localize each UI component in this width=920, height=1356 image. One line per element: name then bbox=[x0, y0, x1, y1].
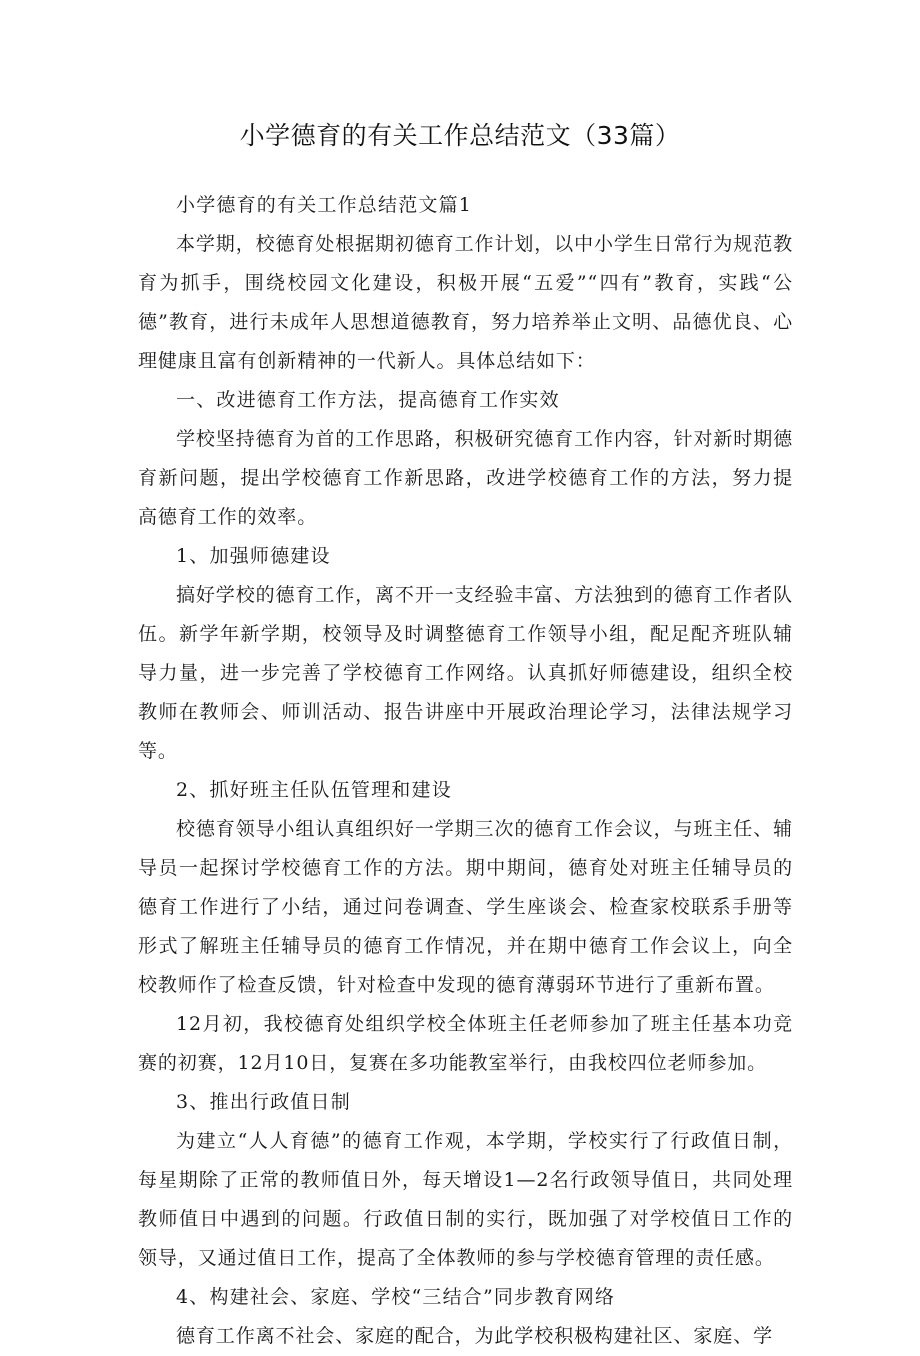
body-paragraph: 学校坚持德育为首的工作思路，积极研究德育工作内容，针对新时期德育新问题，提出学校德育工作新思路，改进学校德育工作的方法，努力提高德育工作的效率。 bbox=[138, 428, 793, 528]
document-body bbox=[138, 186, 793, 1356]
section-heading: 1、加强师德建设 bbox=[176, 545, 331, 567]
section-heading: 4、构建社会、家庭、学校“三结合”同步教育网络 bbox=[176, 1286, 616, 1308]
section-heading: 3、推出行政值日制 bbox=[176, 1091, 351, 1113]
body-paragraph: 校德育领导小组认真组织好一学期三次的德育工作会议，与班主任、辅导员一起探讨学校德育工作的方法。期中期间，德育处对班主任辅导员的德育工作进行了小结，通过问卷调查、学生座谈会、检查家校联系手册等形式了解班主任辅导员的德育工作情况，并在期中德育工作会议上，向全校教师作了检查反馈，针对检查中发现的德育薄弱环节进行了重新布置。 bbox=[138, 818, 793, 996]
document-title: 小学德育的有关工作总结范文（33篇） bbox=[239, 121, 681, 150]
section-heading: 小学德育的有关工作总结范文篇1 bbox=[176, 194, 473, 216]
section-heading: 2、抓好班主任队伍管理和建设 bbox=[176, 779, 452, 801]
section-heading: 一、改进德育工作方法，提高德育工作实效 bbox=[176, 389, 560, 411]
body-paragraph: 德育工作离不社会、家庭的配合，为此学校积极构建社区、家庭、学 bbox=[176, 1325, 774, 1347]
body-paragraph: 本学期，校德育处根据期初德育工作计划，以中小学生日常行为规范教育为抓手，围绕校园文化建设，积极开展“五爱”“四有”教育，实践“公德”教育，进行未成年人思想道德教育，努力培养举止文明、品德优良、心理健康且富有创新精神的一代新人。具体总结如下： bbox=[138, 233, 793, 372]
body-paragraph: 12月初，我校德育处组织学校全体班主任老师参加了班主任基本功竞赛的初赛，12月10日，复赛在多功能教室举行，由我校四位老师参加。 bbox=[138, 1013, 793, 1074]
body-paragraph: 搞好学校的德育工作，离不开一支经验丰富、方法独到的德育工作者队伍。新学年新学期，校领导及时调整德育工作领导小组，配足配齐班队辅导力量，进一步完善了学校德育工作网络。认真抓好师德建设，组织全校教师在教师会、师训活动、报告讲座中开展政治理论学习，法律法规学习等。 bbox=[138, 584, 793, 762]
body-paragraph: 为建立“人人育德”的德育工作观，本学期，学校实行了行政值日制，每星期除了正常的教师值日外，每天增设1—2名行政领导值日，共同处理教师值日中遇到的问题。行政值日制的实行，既加强了对学校值日工作的领导，又通过值日工作，提高了全体教师的参与学校德育管理的责任感。 bbox=[138, 1130, 793, 1269]
